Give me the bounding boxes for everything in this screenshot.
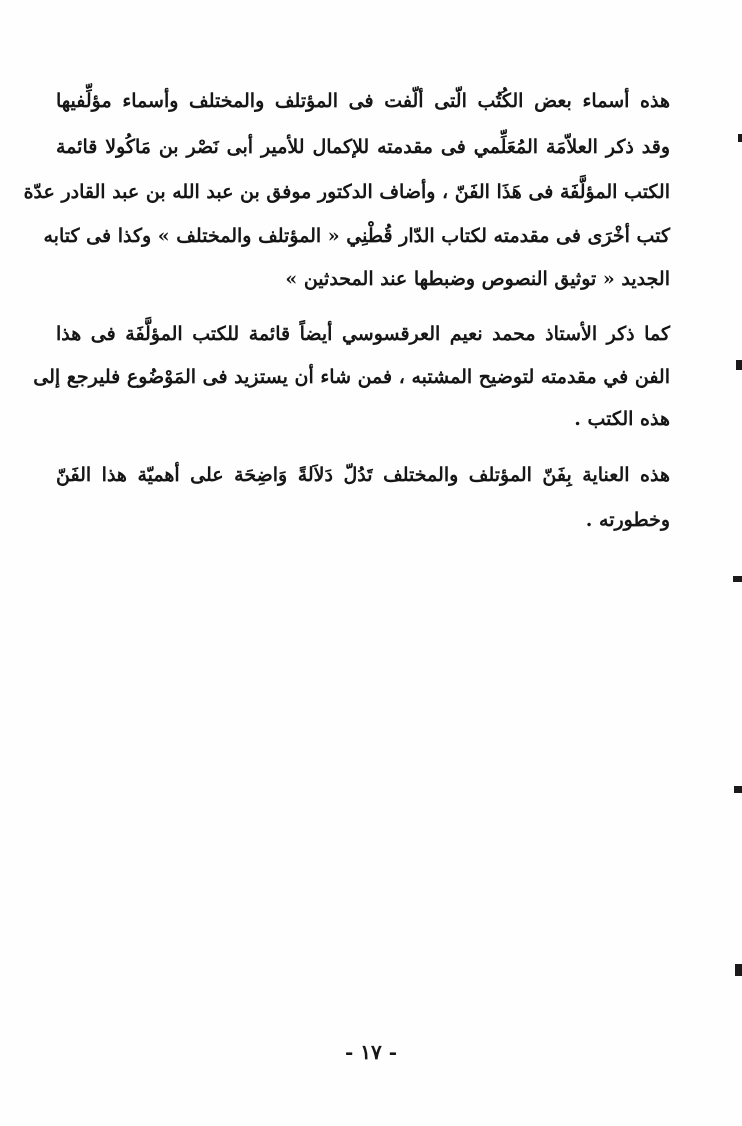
text-line: هذه العناية بِفَنّ المؤتلف والمختلف تَدُلّ دَلاَلةً وَاضِحَة على أهميّة هذا الفَنّ bbox=[56, 464, 670, 486]
text-line: كما ذكر الأستاذ محمد نعيم العرقسوسي أيضاً قائمة للكتب المؤلَّفَة فى هذا bbox=[56, 323, 670, 345]
scan-edge-mark bbox=[734, 786, 742, 793]
text-line: الجديد « توثيق النصوص وضبطها عند المحدثين » bbox=[285, 268, 670, 290]
page-number: - ١٧ - bbox=[344, 1040, 397, 1064]
scan-edge-mark bbox=[736, 360, 742, 370]
text-line: وخطورته . bbox=[585, 509, 670, 531]
text-line: الفن في مقدمته لتوضيح المشتبه ، فمن شاء أن يستزيد فى المَوْضُوع فليرجع إلى bbox=[33, 366, 670, 388]
text-line: كتب أخْرَى فى مقدمته لكتاب الدّار قُطْنِي « المؤتلف والمختلف » وكذا فى كتابه bbox=[43, 225, 670, 247]
text-line: الكتب المؤلَّفَة فى هَذَا الفَنّ ، وأضاف الدكتور موفق بن عبد الله بن عبد القادر عدّة bbox=[23, 181, 670, 203]
scan-edge-mark bbox=[733, 576, 742, 582]
scan-edge-mark bbox=[738, 134, 742, 142]
scan-edge-mark bbox=[735, 964, 742, 976]
text-line: وقد ذكر العلاّمَة المُعَلِّمي فى مقدمته للإكمال للأمير أبى نَصْر بن مَاكُولا قائمة bbox=[56, 136, 670, 158]
text-line: هذه الكتب . bbox=[574, 408, 670, 430]
text-line: هذه أسماء بعض الكُتُب الّتى ألّفت فى المؤتلف والمختلف وأسماء مؤلِّفيها bbox=[56, 90, 670, 112]
